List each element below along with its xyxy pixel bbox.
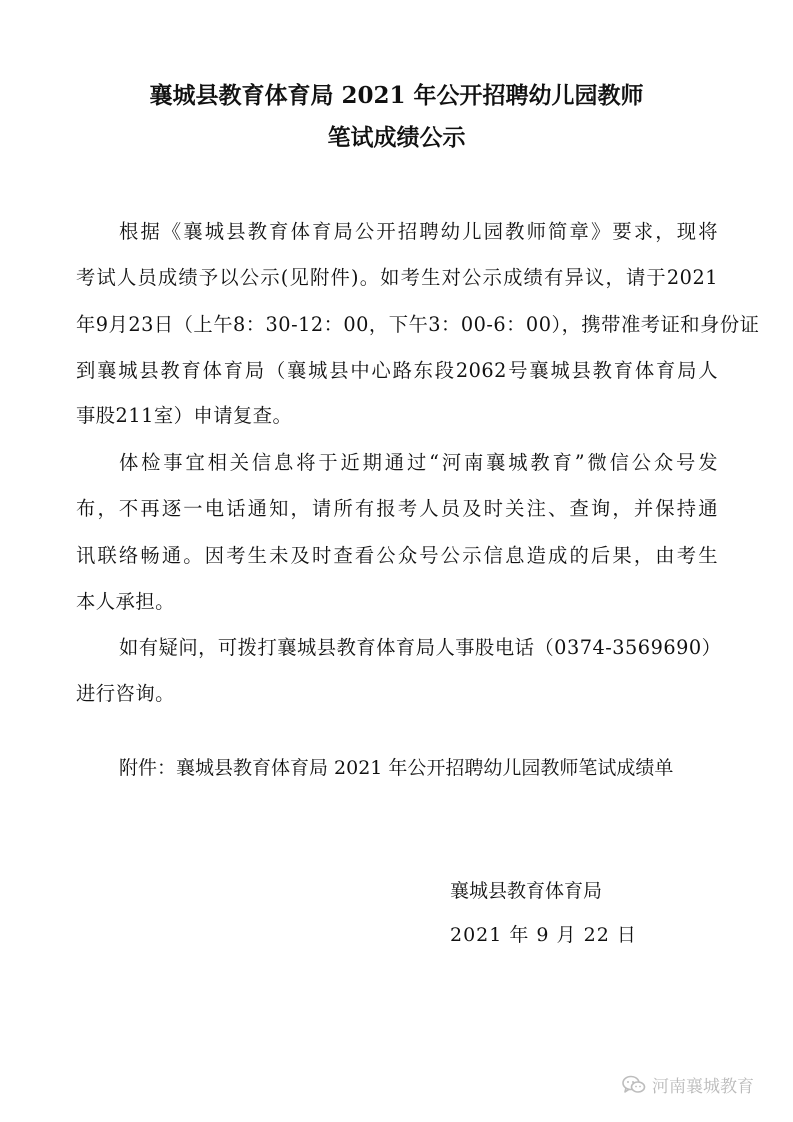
- signature-date: 2021 年 9 月 22 日: [450, 924, 637, 946]
- attachment-line: 附件：襄城县教育体育局 2021 年公开招聘幼儿园教师笔试成绩单: [119, 757, 674, 779]
- body-line: 到襄城县教育体育局（襄城县中心路东段2062号襄城县教育体育局人: [76, 359, 718, 382]
- body-line: 考试人员成绩予以公示(见附件)。如考生对公示成绩有异议，请于2021: [76, 266, 718, 289]
- body-line: 进行咨询。: [76, 682, 175, 705]
- watermark: [622, 1072, 754, 1097]
- body-line: 年9月23日（上午8：30-12：00，下午3：00-6：00），携带准考证和身份证: [76, 313, 760, 336]
- document-title: 襄城县教育体育局 2021 年公开招聘幼儿园教师: [149, 82, 644, 109]
- wechat-icon: [622, 1075, 646, 1095]
- body-line: 事股211室）申请复查。: [76, 404, 293, 427]
- body-line: 体检事宜相关信息将于近期通过“河南襄城教育”微信公众号发: [119, 451, 718, 474]
- document-subtitle: 笔试成绩公示: [327, 124, 466, 151]
- body-line: 布，不再逐一电话通知，请所有报考人员及时关注、查询，并保持通: [76, 497, 718, 520]
- body-line: 如有疑问，可拨打襄城县教育体育局人事股电话（0374-3569690）: [119, 636, 722, 659]
- signature-organization: 襄城县教育体育局: [450, 880, 603, 902]
- body-line: 根据《襄城县教育体育局公开招聘幼儿园教师简章》要求，现将: [119, 220, 718, 243]
- watermark-text: 河南襄城教育: [652, 1077, 754, 1097]
- body-line: 本人承担。: [76, 590, 175, 613]
- body-line: 讯联络畅通。因考生未及时查看公众号公示信息造成的后果，由考生: [76, 544, 718, 567]
